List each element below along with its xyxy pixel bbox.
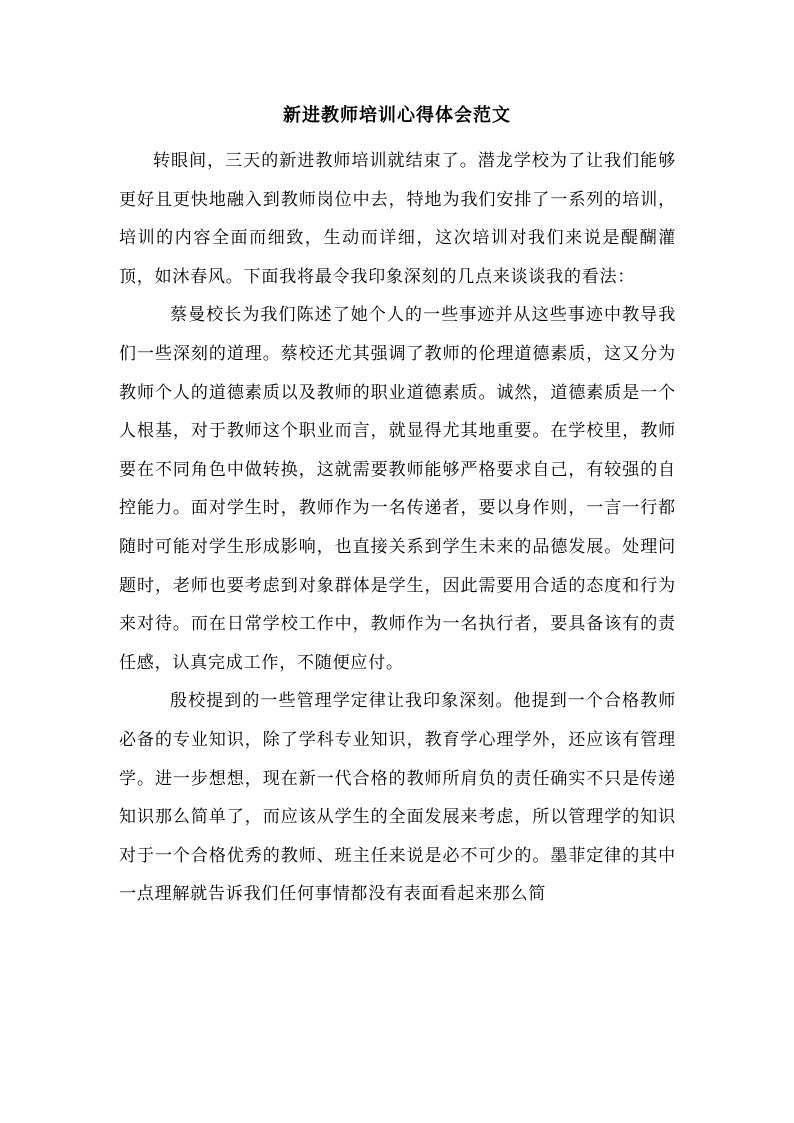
paragraph-principal-yin: 殷校提到的一些管理学定律让我印象深刻。他提到一个合格教师必备的专业知识，除了学科专业知识，教育学心理学外，还应该有管理学。进一步想想，现在新一代合格的教师所肩负的责任确实不只是传递知识那么简单了，而应该从学生的全面发展来考虑，所以管理学的知识对于一个合格优秀的教师、班主任来说是必不可少的。墨菲定律的其中一点理解就告诉我们任何事情都没有表面看起来那么简: [119, 691, 676, 905]
document-body: [119, 142, 676, 914]
document-title: 新进教师培训心得体会范文: [283, 105, 511, 126]
paragraph-principal-cai: 蔡曼校长为我们陈述了她个人的一些事迹并从这些事迹中教导我们一些深刻的道理。蔡校还尤其强调了教师的伦理道德素质，这又分为教师个人的道德素质以及教师的职业道德素质。诚然，道德素质是一个人根基，对于教师这个职业而言，就显得尤其地重要。在学校里，教师要在不同角色中做转换，这就需要教师能够严格要求自己，有较强的自控能力。面对学生时，教师作为一名传递者，要以身作则，一言一行都随时可能对学生形成影响，也直接关系到学生未来的品德发展。处理问题时，老师也要考虑到对象群体是学生，因此需要用合适的态度和行为来对待。而在日常学校工作中，教师作为一名执行者，要具备该有的责任感，认真完成工作，不随便应付。: [119, 305, 676, 673]
paragraph-intro: 转眼间，三天的新进教师培训就结束了。潜龙学校为了让我们能够更好且更快地融入到教师岗位中去，特地为我们安排了一系列的培训，培训的内容全面而细致，生动而详细，这次培训对我们来说是醍醐灌顶，如沐春风。下面我将最令我印象深刻的几点来谈谈我的看法：: [119, 151, 676, 287]
